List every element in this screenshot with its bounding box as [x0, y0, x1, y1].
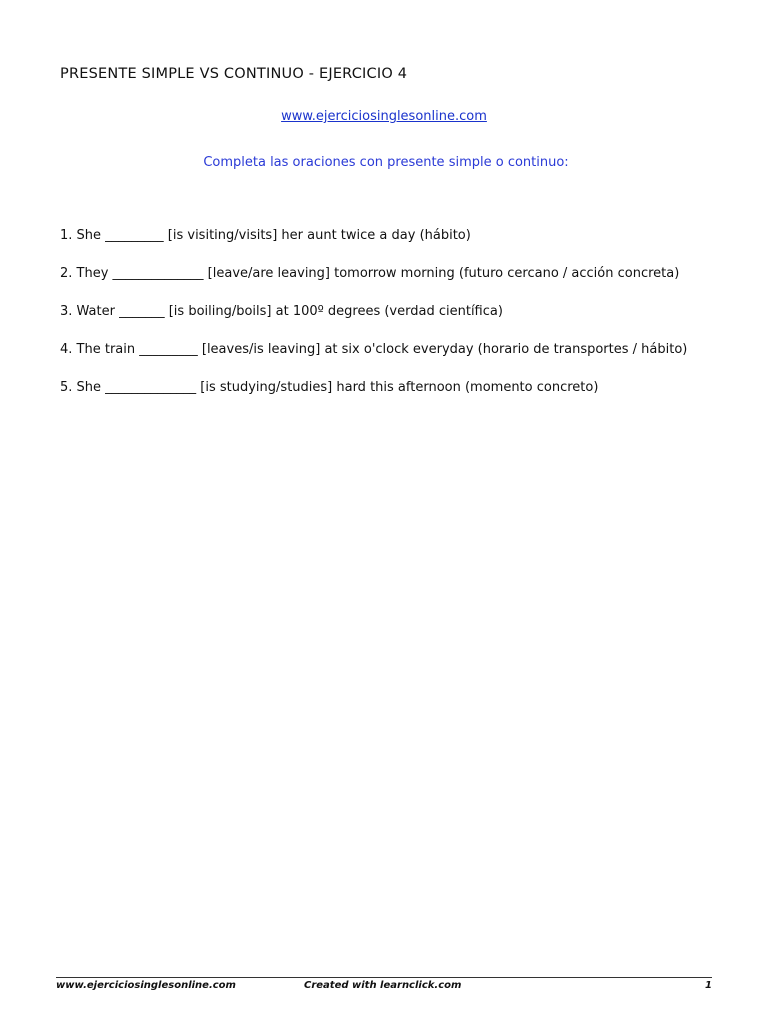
footer-divider — [56, 977, 712, 978]
footer-site: www.ejerciciosinglesonline.com — [56, 980, 236, 991]
question-3: 3. Water _______ [is boiling/boils] at 100º degrees (verdad científica) — [60, 304, 503, 319]
question-2: 2. They ______________ [leave/are leaving] tomorrow morning (futuro cercano / acción concreta) — [60, 266, 680, 281]
question-4: 4. The train _________ [leaves/is leaving] at six o'clock everyday (horario de transportes / hábito) — [60, 342, 688, 357]
question-5: 5. She ______________ [is studying/studies] hard this afternoon (momento concreto) — [60, 380, 599, 395]
question-list — [60, 226, 700, 416]
footer-credit: Created with learnclick.com — [304, 980, 462, 991]
instructions-text: Completa las oraciones con presente simple o continuo: — [203, 155, 569, 170]
page-title: PRESENTE SIMPLE VS CONTINUO - EJERCICIO 4 — [60, 66, 408, 82]
footer-page-number: 1 — [705, 980, 712, 991]
site-link-container — [0, 109, 768, 124]
site-link[interactable]: www.ejerciciosinglesonline.com — [281, 109, 487, 124]
question-1: 1. She _________ [is visiting/visits] her aunt twice a day (hábito) — [60, 228, 471, 243]
